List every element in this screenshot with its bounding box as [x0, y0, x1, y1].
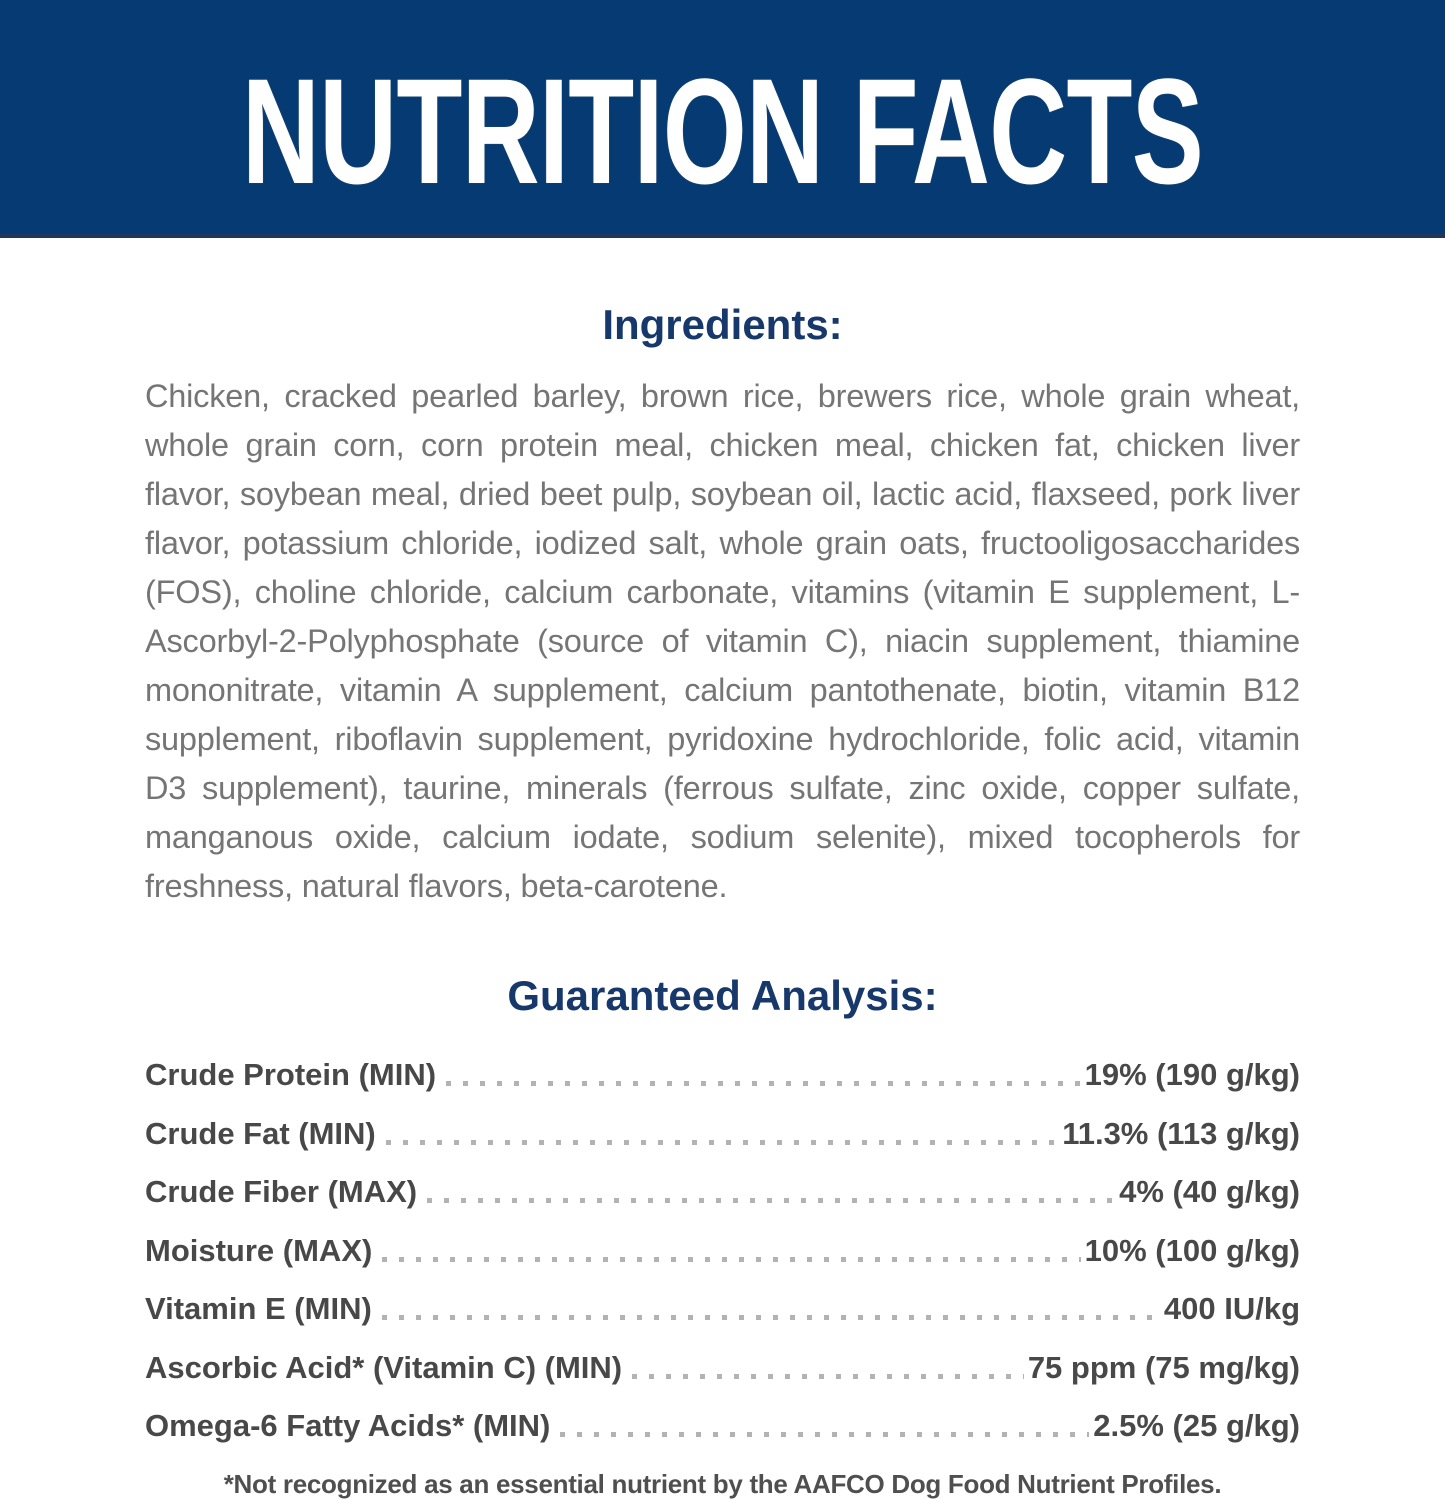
table-row	[145, 1293, 1300, 1325]
table-row	[145, 1059, 1300, 1091]
nutrient-value: 4% (40 g/kg)	[1119, 1174, 1300, 1209]
nutrient-value: 400 IU/kg	[1163, 1291, 1300, 1326]
ingredients-heading: Ingredients:	[602, 301, 843, 348]
dotted-leader	[560, 1432, 1089, 1437]
nutrient-label: Crude Fat (MIN)	[145, 1115, 376, 1151]
table-row	[145, 1115, 1300, 1151]
nutrient-value: 2.5% (25 g/kg)	[1093, 1408, 1300, 1443]
nutrient-label: Crude Fiber (MAX)	[145, 1174, 418, 1209]
nutrient-label: Moisture (MAX)	[145, 1232, 373, 1268]
nutrient-value: 19% (190 g/kg)	[1084, 1057, 1300, 1092]
page-title: NUTRITION FACTS	[241, 47, 1204, 215]
dotted-leader	[382, 1315, 1160, 1320]
header-band	[0, 0, 1445, 238]
dotted-leader	[382, 1257, 1080, 1262]
table-row	[145, 1410, 1300, 1442]
table-row	[145, 1176, 1300, 1208]
table-row	[145, 1232, 1300, 1268]
guaranteed-analysis-table	[145, 1059, 1300, 1442]
aafco-footnote: *Not recognized as an essential nutrient by the AAFCO Dog Food Nutrient Profiles.	[223, 1468, 1222, 1499]
nutrient-label: Omega-6 Fatty Acids* (MIN)	[145, 1408, 551, 1443]
nutrient-label: Ascorbic Acid* (Vitamin C) (MIN)	[145, 1349, 623, 1385]
nutrient-label: Crude Protein (MIN)	[145, 1057, 437, 1092]
dotted-leader	[632, 1374, 1024, 1379]
nutrient-value: 75 ppm (75 mg/kg)	[1027, 1349, 1300, 1385]
dotted-leader	[386, 1140, 1058, 1145]
ingredients-paragraph: Chicken, cracked pearled barley, brown rice, brewers rice, whole grain wheat, whole grain corn, corn protein meal, chicken meal, chicken fat, chicken liver flavor, soybean meal, dried beet pulp, soybean oil, lactic acid, flaxseed, pork liver flavor, potassium chloride, iodized salt, whole grain oats, fructooligosaccharides (FOS), choline chloride, calcium carbonate, vitamins (vitamin E supplement, L-Ascorbyl-2-Polyphosphate (source of vitamin C), niacin supplement, thiamine mononitrate, vitamin A supplement, calcium pantothenate, biotin, vitamin B12 supplement, riboflavin supplement, pyridoxine hydrochloride, folic acid, vitamin D3 supplement), taurine, minerals (ferrous sulfate, zinc oxide, copper sulfate, manganous oxide, calcium iodate, sodium selenite), mixed tocopherols for freshness, natural flavors, beta-carotene.	[145, 378, 1300, 904]
nutrient-value: 11.3% (113 g/kg)	[1062, 1115, 1300, 1151]
dotted-leader	[446, 1081, 1081, 1086]
table-row	[145, 1349, 1300, 1385]
label-content	[0, 302, 1445, 1500]
nutrient-label: Vitamin E (MIN)	[145, 1291, 372, 1326]
dotted-leader	[427, 1198, 1115, 1203]
nutrient-value: 10% (100 g/kg)	[1084, 1232, 1300, 1268]
guaranteed-analysis-heading: Guaranteed Analysis:	[507, 972, 938, 1019]
